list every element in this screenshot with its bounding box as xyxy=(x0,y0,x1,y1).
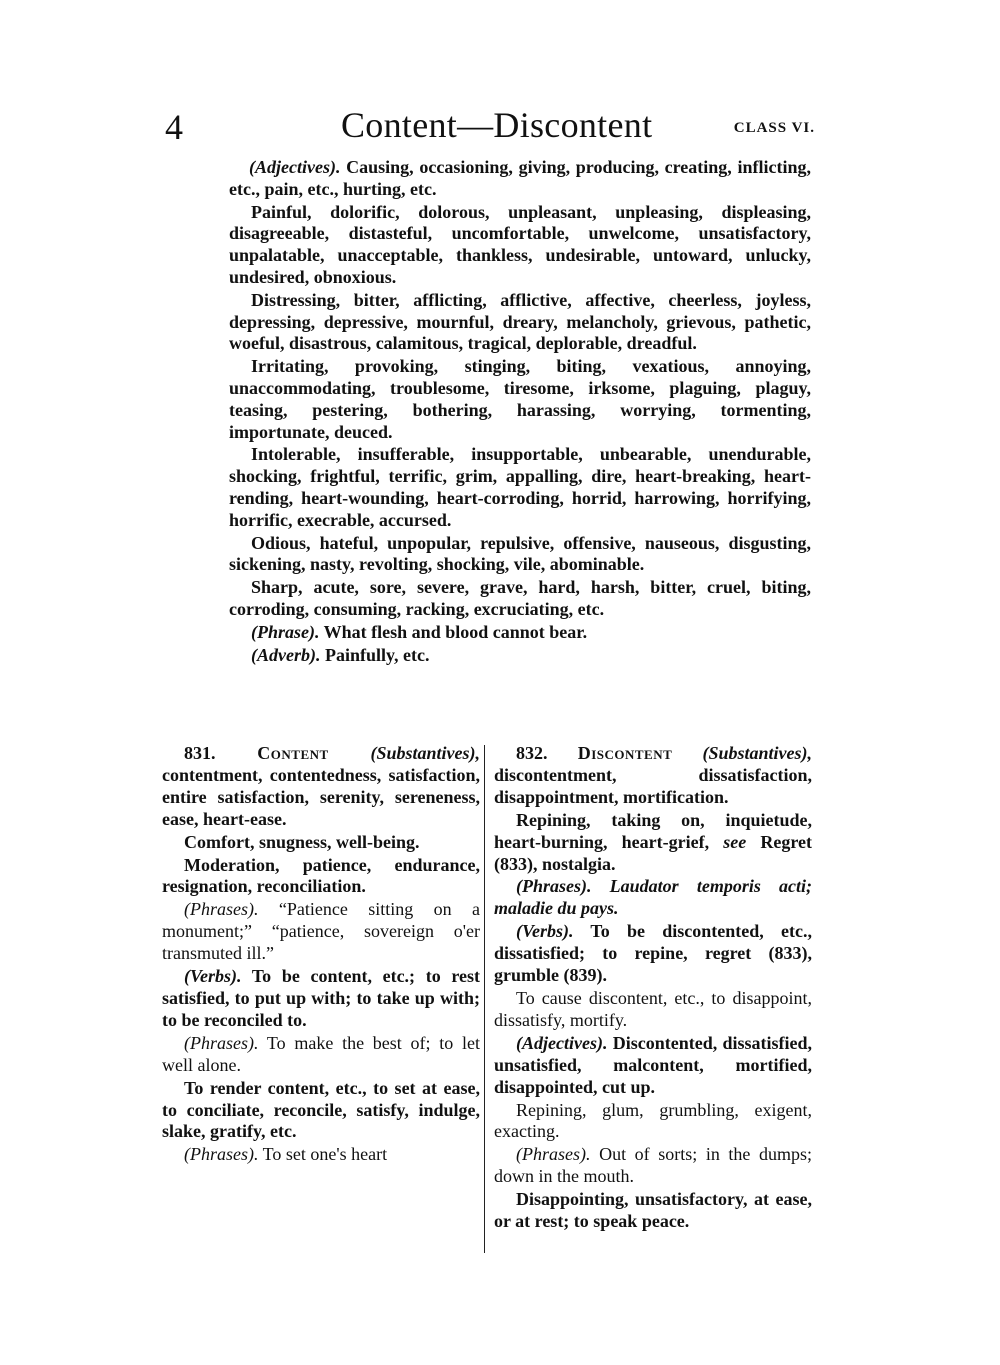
paragraph-irritating: Irritating, provoking, stinging, biting, vexatious, annoying, unaccommodating, troublesome, tiresome, irksome, plaguing, plaguy, teasing, pestering, bothering, harassing, worrying, tormenting, importunate, deuced. xyxy=(229,356,811,442)
adjectives-intro: (Adjectives). Causing, occasioning, giving, producing, creating, inflicting, etc., pain, etc., hurting, etc. xyxy=(229,157,811,199)
pos-label: (Verbs). xyxy=(516,921,574,942)
pos-label: (Phrases). xyxy=(184,1032,259,1053)
entry-paragraph: (Verbs). To be content, etc.; to rest satisfied, to put up with; to take up with; to be reconciled to. xyxy=(162,966,480,1030)
entry-heading: 831. Content (Substantives), contentment, contentedness, satisfaction, entire satisfaction, serenity, sereneness, ease, heart-ease. xyxy=(162,743,481,829)
pos-label: (Substantives), xyxy=(702,743,812,763)
entry-number: 831. xyxy=(184,743,216,763)
page-number: 4 xyxy=(165,107,183,147)
entry-paragraph: Repining, taking on, inquietude, heart-burning, heart-grief, see Regret (833), nostalgia. xyxy=(494,809,812,874)
pos-label: (Substantives), xyxy=(370,743,481,763)
entry-paragraph: (Phrases). “Patience sitting on a monument;” “patience, sovereign o'er transmuted ill.” xyxy=(162,899,480,964)
entry-headword: Content xyxy=(257,743,329,763)
entry-paragraph: (Phrases). Out of sorts; in the dumps; down in the mouth. xyxy=(494,1144,812,1187)
entry-paragraph: Moderation, patience, endurance, resignation, reconciliation. xyxy=(162,854,480,897)
paragraph-odious: Odious, hateful, unpopular, repulsive, offensive, nauseous, disgusting, sickening, nasty, revolting, shocking, vile, abominable. xyxy=(229,532,811,575)
pos-label: (Adjectives). xyxy=(249,157,341,177)
running-title: Content—Discontent xyxy=(341,105,653,145)
pos-label: (Phrases). xyxy=(516,876,592,897)
column-divider xyxy=(484,745,485,1253)
entry-number: 832. xyxy=(516,743,548,763)
class-label: CLASS VI. xyxy=(733,120,815,136)
paragraph-distressing: Distressing, bitter, afflicting, afflictive, affective, cheerless, joyless, depressing, depressive, mournful, dreary, melancholy, grievous, pathetic, woeful, disastrous, calamitous, tragical, deplorable, dreadful. xyxy=(229,289,811,354)
entry-paragraph: Disappointing, unsatisfactory, at ease, or at rest; to speak peace. xyxy=(494,1189,812,1232)
pos-label: (Adjectives). xyxy=(516,1032,608,1053)
entry-832-discontent xyxy=(494,743,812,1234)
entry-831-content xyxy=(162,743,480,1167)
paragraph-painful: Painful, dolorific, dolorous, unpleasant, unpleasing, displeasing, disagreeable, distasteful, uncomfortable, unwelcome, unsatisfactory, unpalatable, unacceptable, thankless, undesirable, untoward, unlucky, undesired, obnoxious. xyxy=(229,201,811,287)
pos-label: (Adverb). xyxy=(251,644,321,665)
entry-headword: Discontent xyxy=(577,743,673,763)
entry-paragraph: (Verbs). To be discontented, etc., dissatisfied; to repine, regret (833), grumble (839). xyxy=(494,921,812,986)
pos-label: (Phrases). xyxy=(184,1144,259,1165)
pos-label: (Verbs). xyxy=(184,966,242,987)
phrase-line: (Phrase). What flesh and blood cannot bear. xyxy=(251,621,588,642)
adverb-line: (Adverb). Painfully, etc. xyxy=(251,644,430,665)
adjectives-section xyxy=(229,157,811,667)
pos-label: (Phrases). xyxy=(516,1144,591,1165)
entry-paragraph: (Phrases). Laudator temporis acti; maladie du pays. xyxy=(494,876,812,919)
entry-paragraph: To cause discontent, etc., to disappoint, dissatisfy, mortify. xyxy=(494,987,812,1030)
paragraph-sharp: Sharp, acute, sore, severe, grave, hard, harsh, bitter, cruel, biting, corroding, consuming, racking, excruciating, etc. xyxy=(229,577,811,619)
page-header xyxy=(165,104,815,150)
entry-paragraph: (Phrases). To set one's heart xyxy=(184,1144,388,1165)
pos-label: (Phrase). xyxy=(251,621,320,642)
pos-label: (Phrases). xyxy=(184,899,259,920)
paragraph-intolerable: Intolerable, insufferable, insupportable, unbearable, unendurable, shocking, frightful, terrific, grim, appalling, dire, heart-breaking, heart-rending, heart-wounding, heart-corroding, horrid, harrowing, horrifying, horrific, execrable, accursed. xyxy=(229,444,811,530)
entry-paragraph: To render content, etc., to set at ease, to conciliate, reconcile, satisfy, indulge, slake, gratify, etc. xyxy=(162,1077,480,1142)
entry-paragraph: Comfort, snugness, well-being. xyxy=(184,831,420,852)
entry-heading: 832. Discontent (Substantives), discontentment, dissatisfaction, disappointment, mortification. xyxy=(494,743,812,807)
entry-paragraph: (Adjectives). Discontented, dissatisfied, unsatisfied, malcontent, mortified, disappointed, cut up. xyxy=(494,1032,812,1097)
entry-paragraph: Repining, glum, grumbling, exigent, exacting. xyxy=(494,1099,812,1142)
entry-paragraph: (Phrases). To make the best of; to let well alone. xyxy=(162,1032,480,1075)
